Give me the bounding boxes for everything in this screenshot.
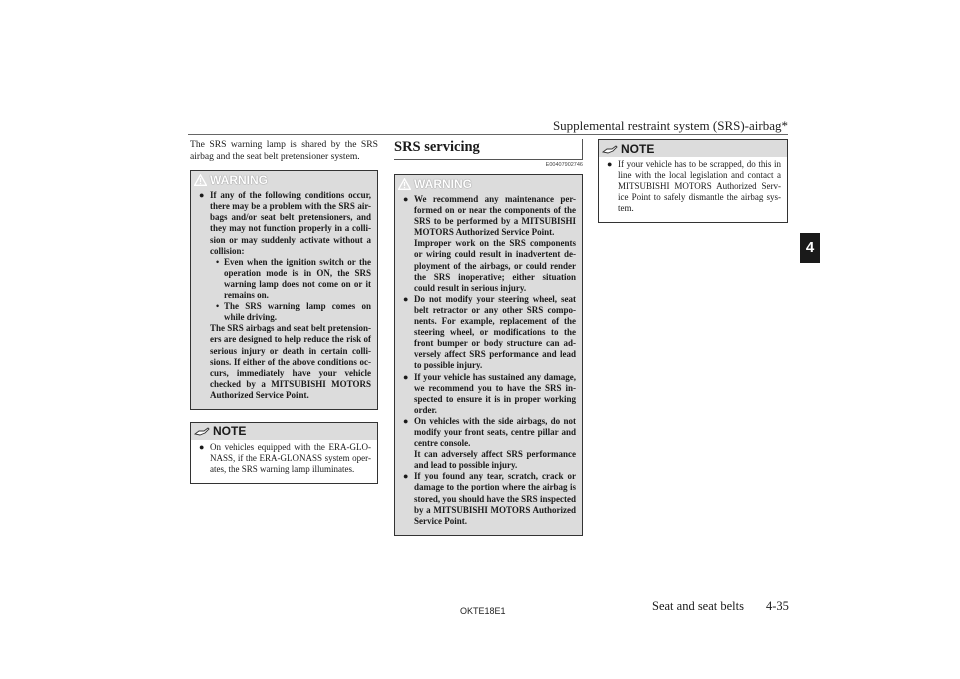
running-header-title: Supplemental restraint system (SRS)-airbag*	[552, 118, 788, 133]
column-left	[190, 139, 378, 484]
sub-item	[210, 257, 371, 301]
warning-item-extra: It can adversely affect SRS performance and lead to possible injury.	[414, 449, 576, 471]
sub-item-text: Even when the ignition switch or the operation mode is in ON, the SRS warning lamp does not come on or it remains on.	[224, 256, 371, 301]
chapter-tab: 4	[800, 233, 820, 263]
warning-item-extra: Improper work on the SRS components or wiring could result in inadvertent de-ployment of the airbags, or could render the SRS inoperative; either situation could result in serious injury.	[414, 238, 576, 293]
bullet-icon: ●	[403, 371, 409, 382]
bullet-icon: ●	[403, 415, 409, 426]
section-code: E00407902746	[545, 162, 583, 168]
note-hand-icon	[194, 425, 210, 437]
list-item	[199, 442, 371, 475]
header-rule	[188, 134, 788, 135]
warning-label: WARNING	[414, 176, 472, 191]
warning-item-text: If any of the following conditions occur, there may be a problem with the SRS air-bags and/or seat belt pretensioners, and they may not function properly in a colli-sion or may suddenly activate without a collision:	[210, 190, 371, 256]
warning-item-text: If your vehicle has sustained any damage, we recommend you to have the SRS in-spected to ensure it is in proper working order.	[414, 371, 576, 415]
warning-after-text: The SRS airbags and seat belt pretension-ers are designed to help reduce the risk of serious injury or death in certain colli-sions. If either of the above conditions oc-curs, immediately have your vehicle checked by a MITSUBISHI MOTORS Authorized Service Point.	[210, 323, 371, 400]
intro-paragraph: The SRS warning lamp is shared by the SRS airbag and the seat belt pretensioner system.	[190, 139, 378, 162]
warning-box	[190, 170, 378, 410]
warning-label: WARNING	[210, 172, 268, 187]
list-item	[199, 190, 371, 401]
footer-page-number: 4-35	[766, 599, 789, 613]
note-item-text: On vehicles equipped with the ERA-GLO-NASS, if the ERA-GLONASS system oper-ates, the SRS warning lamp illuminates.	[210, 441, 371, 475]
warning-item-text: Do not modify your steering wheel, seat belt retractor or any other SRS compo-nents. For example, replacement of the steering wheel, or modifications to the front bumper or body structure can ad-versely affect SRS performance and lead to possible injury.	[414, 293, 576, 371]
note-box	[598, 139, 788, 223]
bullet-icon: ●	[607, 159, 613, 169]
bullet-icon: ●	[403, 471, 409, 482]
sub-item-text: The SRS warning lamp comes on while driving.	[224, 301, 371, 323]
note-body	[599, 157, 787, 222]
warning-item-text: On vehicles with the side airbags, do not modify your front seats, centre pillar and centre console.	[414, 415, 576, 449]
warning-item-text: If you found any tear, scratch, crack or damage to the portion where the airbag is stored, you should have the SRS inspected by a MITSUBISHI MOTORS Authorized Service Point.	[414, 471, 576, 526]
warning-body	[395, 192, 582, 535]
warning-box	[394, 174, 583, 536]
warning-triangle-icon	[398, 178, 411, 190]
warning-triangle-icon	[194, 174, 207, 186]
note-body	[191, 440, 377, 483]
dot-icon: •	[216, 256, 220, 267]
bullet-icon: ●	[199, 441, 205, 452]
warning-item-text: We recommend any maintenance per-formed on or near the components of the SRS to be performed by a MITSUBISHI MOTORS Authorized Service Point.	[414, 194, 576, 238]
bullet-icon: ●	[403, 293, 409, 304]
note-box	[190, 422, 378, 484]
list-item	[607, 159, 781, 214]
note-label: NOTE	[213, 424, 247, 439]
note-item-text: If your vehicle has to be scrapped, do this in line with the local legislation and contact a MITSUBISHI MOTORS Authorized Serv-ice Point to safely dismantle the airbag sys-tem.	[618, 159, 781, 214]
list-item	[403, 194, 576, 294]
note-header	[191, 423, 377, 440]
warning-header	[395, 175, 582, 192]
list-item	[403, 294, 576, 372]
list-item	[403, 471, 576, 526]
list-item	[403, 416, 576, 471]
warning-body	[191, 188, 377, 409]
warning-header	[191, 171, 377, 188]
list-item	[403, 372, 576, 416]
dot-icon: •	[216, 301, 220, 312]
note-header	[599, 140, 787, 157]
bullet-icon: ●	[199, 190, 205, 201]
section-title: SRS servicing	[394, 139, 583, 160]
footer-code: OKTE18E1	[460, 606, 506, 616]
footer-section-name: Seat and seat belts	[652, 599, 744, 613]
column-right	[598, 139, 788, 223]
note-hand-icon	[602, 143, 618, 155]
bullet-icon: ●	[403, 194, 409, 204]
sub-item	[210, 301, 371, 323]
column-middle	[394, 139, 583, 536]
note-label: NOTE	[621, 141, 655, 156]
